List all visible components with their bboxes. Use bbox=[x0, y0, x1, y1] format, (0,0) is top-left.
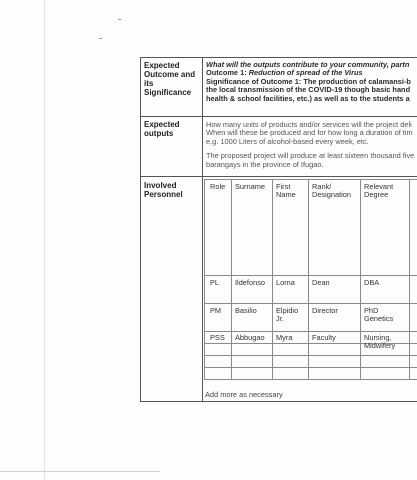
table-row-surname: Ildefonso bbox=[235, 278, 265, 287]
column-header-role: Role bbox=[210, 182, 226, 191]
table-row-role: PM bbox=[210, 306, 222, 315]
scan-mark bbox=[99, 38, 102, 39]
involved-personnel-label: Involved Personnel bbox=[144, 181, 183, 199]
grid-line bbox=[231, 179, 232, 379]
grid-line bbox=[204, 331, 417, 332]
expected-outputs-content bbox=[206, 121, 417, 169]
table-border bbox=[140, 401, 417, 402]
table-border bbox=[202, 57, 203, 402]
table-row-first-name: Elpidio Jr. bbox=[276, 306, 299, 324]
table-row-rank: Director bbox=[312, 306, 338, 315]
table-row-rank: Faculty bbox=[312, 333, 336, 342]
page-edge-line bbox=[44, 0, 45, 480]
grid-line bbox=[204, 303, 417, 304]
table-row-degree: Nursing, Midwifery bbox=[364, 333, 396, 351]
scan-mark bbox=[118, 19, 121, 20]
table-row-surname: Basilio bbox=[235, 306, 257, 315]
table-border bbox=[140, 57, 417, 58]
outputs-line: How many units of products and/or services will the project deli bbox=[206, 120, 412, 129]
grid-line bbox=[409, 179, 410, 379]
outcome-line: Significance of Outcome 1: The production of calamansi-b bbox=[206, 76, 411, 86]
grid-line bbox=[204, 179, 417, 180]
expected-outputs-label: Expected outputs bbox=[144, 120, 180, 138]
grid-line bbox=[360, 179, 361, 379]
outcome-label-prefix: Outcome 1: bbox=[206, 68, 249, 78]
grid-line bbox=[204, 379, 417, 380]
grid-line bbox=[204, 355, 417, 356]
grid-line bbox=[204, 275, 417, 276]
outputs-line: e.g. 1000 Liters of alcohol-based every week, etc. bbox=[206, 136, 369, 146]
table-row-first-name: Myra bbox=[276, 333, 293, 342]
table-row-role: PSS bbox=[210, 333, 225, 342]
column-header-surname: Surname bbox=[235, 182, 265, 191]
table-row-rank: Dean bbox=[312, 278, 330, 287]
table-row-first-name: Lorna bbox=[276, 278, 295, 287]
grid-line bbox=[204, 179, 205, 379]
add-more-note: Add more as necessary bbox=[205, 390, 283, 399]
grid-line bbox=[308, 179, 309, 379]
outputs-line: The proposed project will produce at least sixteen thousand five bbox=[206, 151, 415, 161]
grid-line bbox=[204, 367, 417, 368]
expected-outcome-label: Expected Outcome and its Significance bbox=[144, 61, 196, 97]
table-row-role: PL bbox=[210, 278, 220, 287]
outcome-line: health & school facilities, etc.) as well as to the students a bbox=[206, 93, 410, 103]
outcome-line: What will the outputs contribute to your community, partn bbox=[206, 60, 410, 69]
table-row-surname: Abbugao bbox=[235, 333, 265, 342]
outputs-line: When will these be produced and for how long a duration of tim bbox=[206, 128, 413, 138]
table-border bbox=[140, 116, 417, 117]
outcome-line: the local transmission of the COVID-19 though basic hand bbox=[206, 85, 411, 95]
table-border bbox=[140, 176, 417, 177]
personnel-table bbox=[204, 179, 417, 385]
column-header-rank-designation: Rank/ Designation bbox=[312, 182, 352, 200]
table-row-degree: PhD Genetics bbox=[364, 306, 394, 324]
table-row-degree: DBA bbox=[364, 278, 380, 287]
bottom-rule bbox=[0, 471, 160, 472]
column-header-relevant-degree: Relevant Degree bbox=[364, 182, 394, 200]
outcome-title: Reduction of spread of the Virus bbox=[248, 68, 363, 78]
expected-outcome-content bbox=[206, 61, 417, 103]
table-border bbox=[140, 57, 141, 402]
grid-line bbox=[272, 179, 273, 379]
outputs-line: barangays in the province of Ifugao. bbox=[206, 159, 324, 169]
column-header-first-name: First Name bbox=[276, 182, 296, 200]
